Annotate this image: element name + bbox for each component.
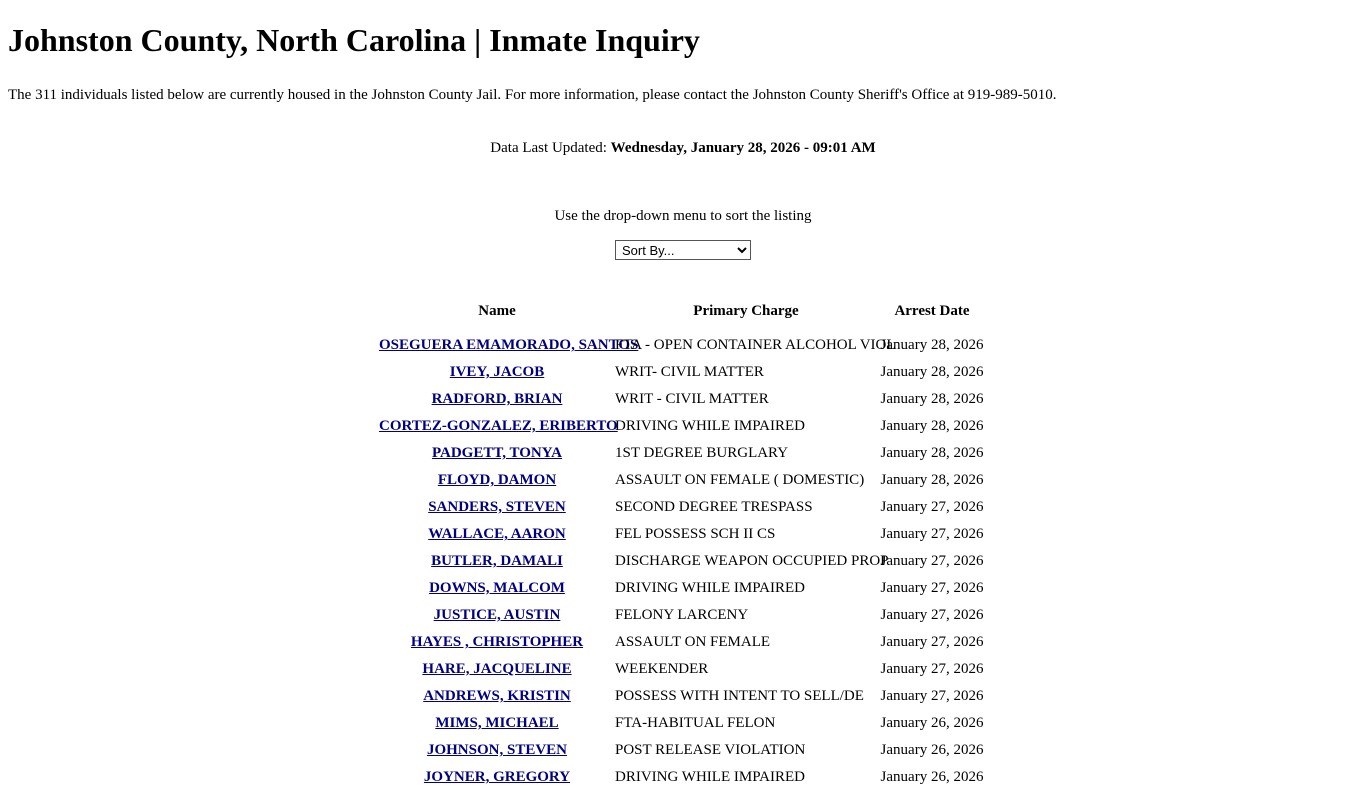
cell-name <box>379 440 615 467</box>
cell-name <box>379 575 615 602</box>
table-row <box>379 602 987 629</box>
inmate-name-link[interactable]: PADGETT, TONYA <box>431 445 563 461</box>
cell-primary-charge: DRIVING WHILE IMPAIRED <box>615 580 805 596</box>
cell-primary-charge: ASSAULT ON FEMALE <box>615 634 771 650</box>
inmate-name-link[interactable]: OSEGUERA EMAMORADO, SANTOS <box>379 337 639 353</box>
cell-arrest-date: January 26, 2026 <box>880 769 984 785</box>
inmate-name-link[interactable]: ANDREWS, KRISTIN <box>423 688 571 704</box>
intro-paragraph: The 311 individuals listed below are currently housed in the Johnston County Jail. For more information, please contact the Johnston County Sheriff's Office at 919-989-5010. <box>8 87 1057 103</box>
inmate-name-link[interactable]: MIMS, MICHAEL <box>435 715 559 731</box>
table-row <box>379 521 987 548</box>
cell-arrest-date: January 27, 2026 <box>880 661 984 677</box>
cell-arrest-date: January 26, 2026 <box>880 715 984 731</box>
table-row <box>379 440 987 467</box>
inmate-name-link[interactable]: JOYNER, GREGORY <box>423 769 571 785</box>
table-row <box>379 656 987 683</box>
cell-name <box>379 602 615 629</box>
cell-arrest-date: January 26, 2026 <box>880 742 984 758</box>
cell-primary-charge: ASSAULT ON FEMALE ( DOMESTIC) <box>615 472 865 488</box>
inmate-name-link[interactable]: HARE, JACQUELINE <box>422 661 572 677</box>
cell-primary-charge: POST RELEASE VIOLATION <box>615 742 806 758</box>
inmate-name-link[interactable]: SANDERS, STEVEN <box>428 499 566 515</box>
cell-primary-charge: DRIVING WHILE IMPAIRED <box>615 769 805 785</box>
inmate-name-link[interactable]: HAYES , CHRISTOPHER <box>410 634 584 650</box>
inmate-name-link[interactable]: CORTEZ-GONZALEZ, ERIBERTO <box>379 418 618 434</box>
column-header-arrest-date: Arrest Date <box>894 303 970 319</box>
inmate-name-link[interactable]: JOHNSON, STEVEN <box>426 742 568 758</box>
page-container <box>0 21 1366 791</box>
table-row <box>379 683 987 710</box>
sort-by-select[interactable] <box>615 240 751 260</box>
cell-arrest-date: January 27, 2026 <box>880 580 984 596</box>
cell-name <box>379 656 615 683</box>
cell-name <box>379 737 615 764</box>
cell-arrest-date: January 28, 2026 <box>880 472 984 488</box>
cell-primary-charge: FEL POSSESS SCH II CS <box>615 526 776 542</box>
data-last-updated <box>8 138 1358 158</box>
inmate-name-link[interactable]: IVEY, JACOB <box>449 364 545 380</box>
inmate-name-link[interactable]: WALLACE, AARON <box>428 526 566 542</box>
cell-primary-charge: DRIVING WHILE IMPAIRED <box>615 418 805 434</box>
cell-name <box>379 332 639 359</box>
table-row <box>379 332 987 359</box>
cell-arrest-date: January 27, 2026 <box>880 688 984 704</box>
inmate-table-wrapper <box>8 302 1358 791</box>
cell-primary-charge: POSSESS WITH INTENT TO SELL/DE <box>615 688 864 704</box>
inmate-name-link[interactable]: FLOYD, DAMON <box>437 472 557 488</box>
cell-name <box>379 764 615 791</box>
cell-name <box>379 683 615 710</box>
cell-name <box>379 710 615 737</box>
inmate-name-link[interactable]: DOWNS, MALCOM <box>429 580 565 596</box>
cell-primary-charge: FELONY LARCENY <box>615 607 749 623</box>
cell-name <box>379 386 615 413</box>
column-header-name: Name <box>478 303 516 319</box>
table-row <box>379 467 987 494</box>
cell-primary-charge: 1ST DEGREE BURGLARY <box>615 445 789 461</box>
table-row <box>379 764 987 791</box>
cell-arrest-date: January 27, 2026 <box>880 607 984 623</box>
cell-arrest-date: January 27, 2026 <box>880 634 984 650</box>
cell-name <box>379 548 615 575</box>
table-row <box>379 575 987 602</box>
inmate-name-link[interactable]: RADFORD, BRIAN <box>431 391 563 407</box>
table-row <box>379 413 987 440</box>
cell-arrest-date: January 28, 2026 <box>880 418 984 434</box>
cell-name <box>379 413 618 440</box>
data-last-updated-label: Data Last Updated: <box>490 140 611 156</box>
cell-arrest-date: January 28, 2026 <box>880 445 984 461</box>
table-header-row <box>379 302 987 332</box>
cell-primary-charge: SECOND DEGREE TRESPASS <box>615 499 813 515</box>
table-row <box>379 386 987 413</box>
table-row <box>379 548 987 575</box>
cell-name <box>379 359 615 386</box>
sort-instruction: Use the drop-down menu to sort the listing <box>554 208 812 224</box>
inmate-name-link[interactable]: JUSTICE, AUSTIN <box>433 607 561 623</box>
inmate-table <box>379 302 987 791</box>
cell-arrest-date: January 28, 2026 <box>880 391 984 407</box>
cell-arrest-date: January 27, 2026 <box>880 499 984 515</box>
table-row <box>379 359 987 386</box>
cell-primary-charge: WEEKENDER <box>615 661 709 677</box>
column-header-primary-charge: Primary Charge <box>693 303 799 319</box>
table-row <box>379 494 987 521</box>
table-body <box>379 332 987 791</box>
inmate-name-link[interactable]: BUTLER, DAMALI <box>431 553 563 569</box>
cell-arrest-date: January 27, 2026 <box>880 553 984 569</box>
cell-primary-charge: DISCHARGE WEAPON OCCUPIED PROP <box>615 553 889 569</box>
cell-arrest-date: January 28, 2026 <box>880 337 984 353</box>
data-last-updated-value: Wednesday, January 28, 2026 - 09:01 AM <box>610 140 876 156</box>
cell-name <box>379 467 615 494</box>
table-row <box>379 737 987 764</box>
page-title: Johnston County, North Carolina | Inmate Inquiry <box>8 22 700 58</box>
cell-arrest-date: January 28, 2026 <box>880 364 984 380</box>
cell-arrest-date: January 27, 2026 <box>880 526 984 542</box>
sort-select-wrapper <box>8 240 1358 260</box>
cell-name <box>379 494 615 521</box>
cell-primary-charge: WRIT- CIVIL MATTER <box>615 364 764 380</box>
cell-primary-charge: FTA - OPEN CONTAINER ALCOHOL VIOL <box>615 337 896 353</box>
table-header <box>379 302 987 332</box>
cell-name <box>379 629 615 656</box>
table-row <box>379 710 987 737</box>
cell-name <box>379 521 615 548</box>
table-row <box>379 629 987 656</box>
cell-primary-charge: WRIT - CIVIL MATTER <box>615 391 769 407</box>
cell-primary-charge: FTA-HABITUAL FELON <box>615 715 776 731</box>
